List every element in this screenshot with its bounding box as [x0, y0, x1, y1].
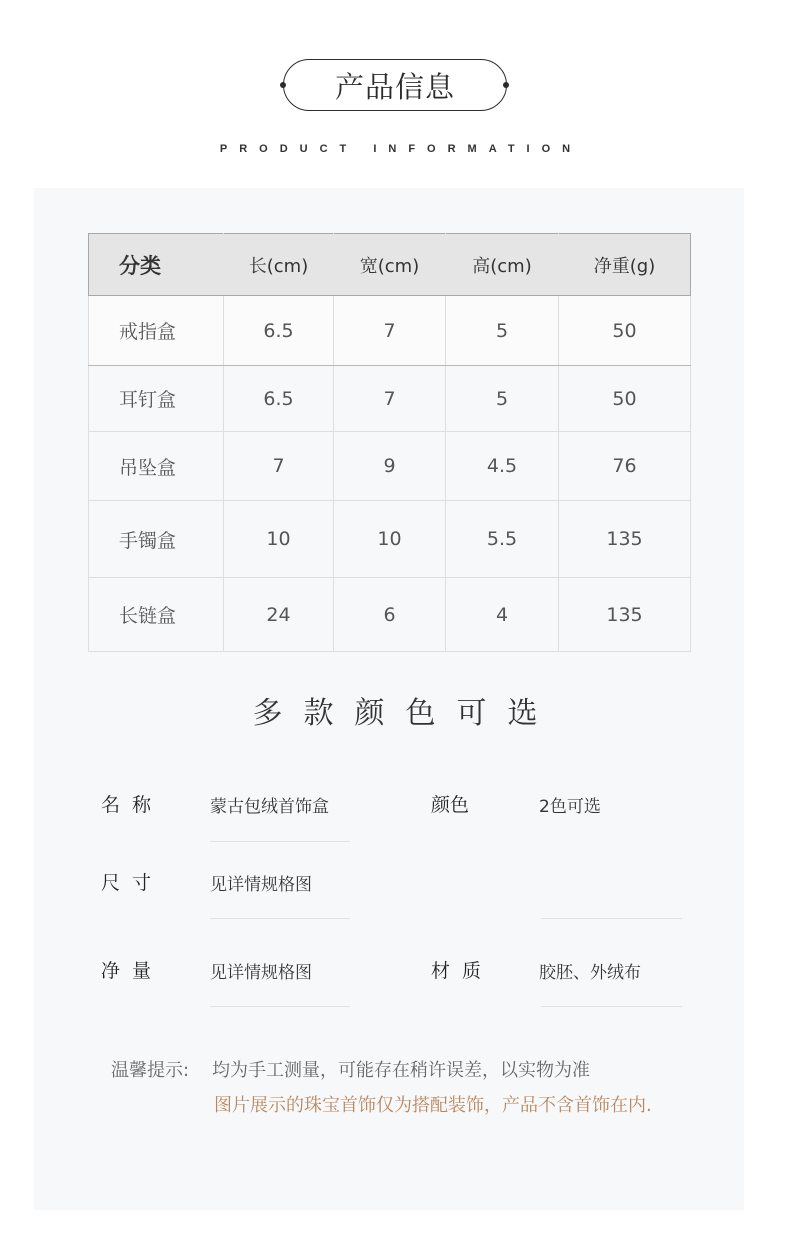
row-height: 5 — [446, 366, 559, 432]
row-width: 9 — [334, 432, 446, 501]
header-length: 长(cm) — [224, 234, 334, 296]
row-width: 10 — [334, 501, 446, 578]
notice-jewelry-disclaimer: 图片展示的珠宝首饰仅为搭配装饰，产品不含首饰在内. — [214, 1095, 652, 1116]
weight-label: 净量 — [101, 960, 164, 982]
row-weight: 135 — [559, 501, 691, 578]
row-category: 手镯盒 — [89, 501, 224, 578]
header-category: 分类 — [89, 234, 224, 296]
size-label: 尺寸 — [101, 872, 164, 894]
table-row — [89, 501, 691, 578]
row-width: 6 — [334, 578, 446, 652]
name-value: 蒙古包绒首饰盒 — [210, 797, 329, 817]
row-category: 耳钉盒 — [89, 366, 224, 432]
row-length: 10 — [224, 501, 334, 578]
header-width: 宽(cm) — [334, 234, 446, 296]
colors-available-title: 多款颜色可选 — [252, 696, 559, 731]
row-height: 5 — [446, 296, 559, 366]
color-divider — [541, 918, 682, 919]
table-row — [89, 578, 691, 652]
row-width: 7 — [334, 296, 446, 366]
material-label: 材质 — [431, 960, 494, 982]
row-length: 6.5 — [224, 366, 334, 432]
material-divider — [541, 1006, 682, 1007]
material-value: 胶胚、外绒布 — [539, 963, 641, 983]
row-length: 6.5 — [224, 296, 334, 366]
row-category: 戒指盒 — [89, 296, 224, 366]
size-divider — [210, 918, 350, 919]
row-height: 4.5 — [446, 432, 559, 501]
page-title: 产品信息 — [283, 59, 507, 111]
name-divider — [210, 841, 350, 842]
row-weight: 50 — [559, 366, 691, 432]
size-value: 见详情规格图 — [210, 875, 312, 895]
table-row — [89, 366, 691, 432]
row-category: 吊坠盒 — [89, 432, 224, 501]
row-weight: 76 — [559, 432, 691, 501]
weight-value: 见详情规格图 — [210, 963, 312, 983]
color-value: 2色可选 — [539, 797, 601, 817]
table-header-row — [89, 234, 691, 296]
weight-divider — [210, 1006, 350, 1007]
page-subtitle: PRODUCT INFORMATION — [219, 143, 583, 155]
title-right-dot — [503, 82, 509, 88]
row-width: 7 — [334, 366, 446, 432]
row-weight: 50 — [559, 296, 691, 366]
spec-table — [88, 233, 691, 652]
row-category: 长链盒 — [89, 578, 224, 652]
notice-measurement-text: 均为手工测量，可能存在稍许误差，以实物为准 — [212, 1060, 590, 1081]
row-height: 4 — [446, 578, 559, 652]
header-height: 高(cm) — [446, 234, 559, 296]
row-weight: 135 — [559, 578, 691, 652]
table-row — [89, 296, 691, 366]
color-label: 颜色 — [431, 794, 470, 816]
row-length: 7 — [224, 432, 334, 501]
notice-label: 温馨提示: — [111, 1060, 190, 1081]
name-label: 名称 — [101, 794, 164, 816]
header-weight: 净重(g) — [559, 234, 691, 296]
table-row — [89, 432, 691, 501]
row-height: 5.5 — [446, 501, 559, 578]
row-length: 24 — [224, 578, 334, 652]
